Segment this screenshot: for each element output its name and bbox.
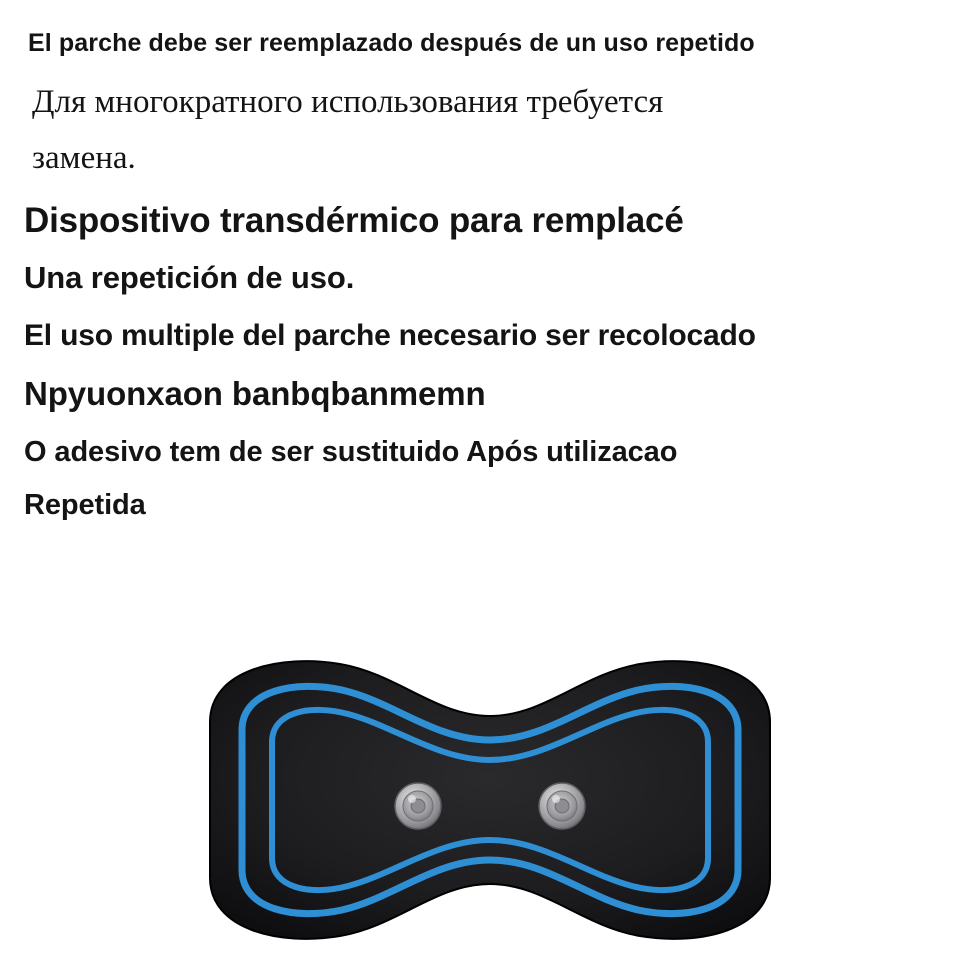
instruction-line-portuguese-1: O adesivo tem de ser sustituido Após utilizacao: [24, 436, 678, 468]
instruction-line-spanish-3: El uso multiple del parche necesario ser recolocado: [24, 319, 756, 352]
snap-stud-left: [395, 783, 441, 829]
instruction-line-spanish-1: Dispositivo transdérmico para remplacé: [24, 201, 684, 240]
instruction-line-spanish-top: El parche debe ser reemplazado después de un uso repetido: [28, 29, 755, 57]
instruction-line-portuguese-2: Repetida: [24, 489, 146, 521]
pad-body: [210, 661, 770, 939]
snap-stud-right: [539, 783, 585, 829]
instruction-line-misc: Npyuonxaon banbqbanmemn: [24, 375, 486, 412]
instruction-line-spanish-2: Una repetición de uso.: [24, 260, 355, 295]
instruction-line-russian-1: Для многократного использования требуется: [32, 84, 664, 120]
product-photo-tens-pad: [150, 650, 830, 950]
instruction-line-russian-2: замена.: [32, 140, 136, 176]
